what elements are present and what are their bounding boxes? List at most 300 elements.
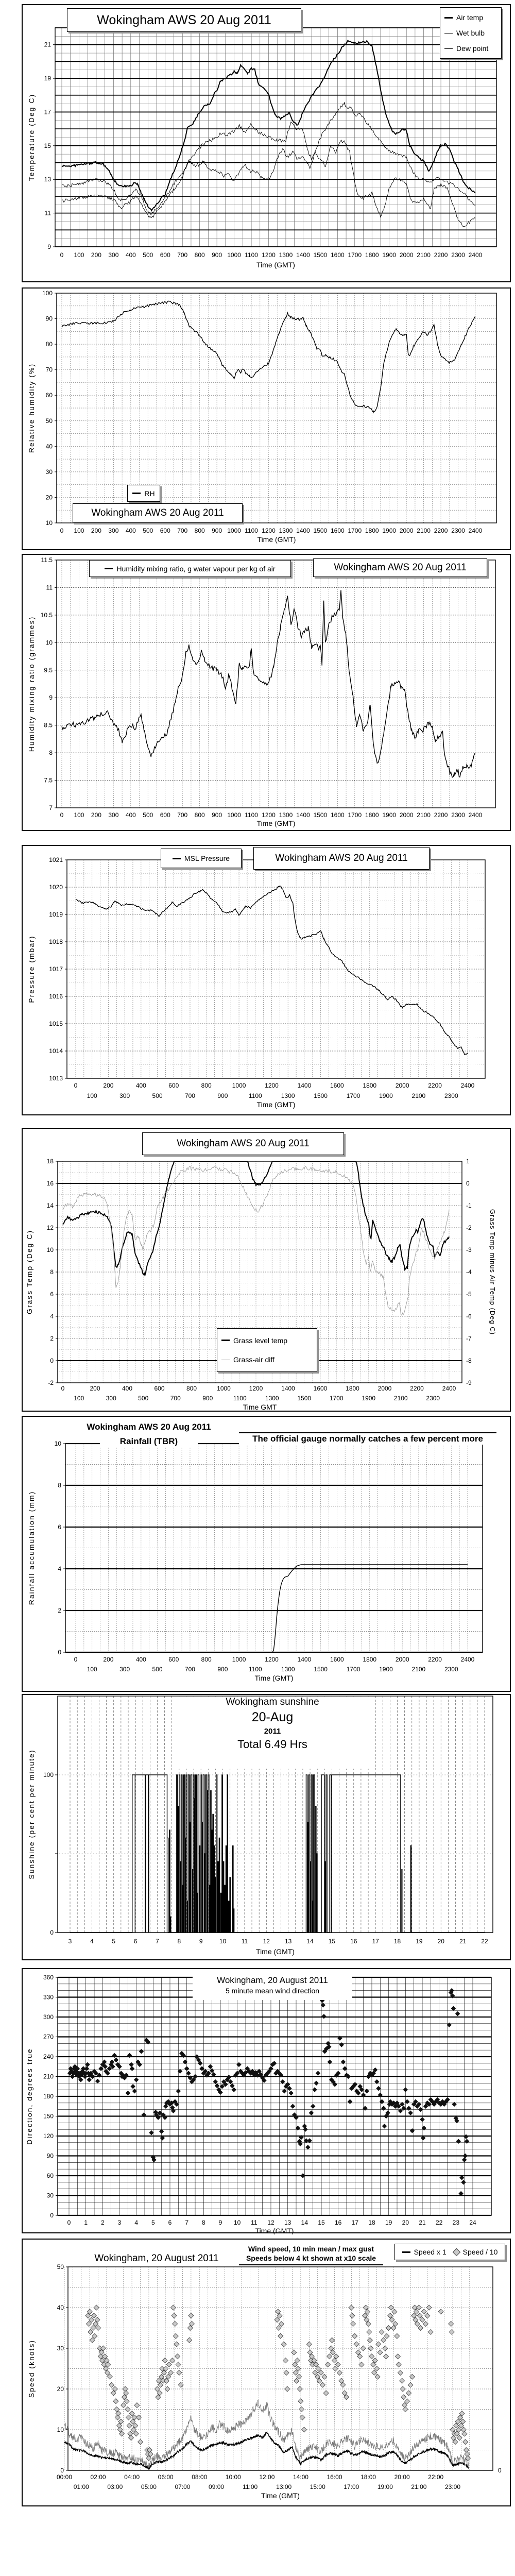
diamond-marker <box>456 2139 460 2143</box>
diamond-marker <box>465 2139 469 2143</box>
diamond-marker <box>352 2333 357 2338</box>
diamond-marker <box>333 2366 338 2371</box>
diamond-marker <box>408 2111 413 2115</box>
diamond-marker <box>170 2106 175 2110</box>
diamond-marker <box>87 2321 92 2327</box>
tick-label: 4 <box>58 1565 61 1572</box>
diamond-marker <box>170 2305 176 2310</box>
series-max-gust <box>64 2400 469 2470</box>
diamond-marker <box>404 2399 409 2404</box>
temperature-chart-svg <box>23 5 510 283</box>
diamond-marker <box>213 2080 217 2084</box>
tick-label: 10 <box>233 2219 241 2226</box>
windspeed-plot <box>27 2263 502 2500</box>
tick-label: 14 <box>301 2219 308 2226</box>
diamond-marker <box>400 2378 405 2383</box>
diamond-marker <box>428 2329 433 2334</box>
tick-label: 1600 <box>313 1385 328 1392</box>
series-10-min-mean <box>64 2432 469 2469</box>
diamond-marker <box>92 2333 97 2338</box>
tick-label: 1014 <box>49 1047 63 1055</box>
diamond-marker <box>328 2060 332 2064</box>
diamond-marker <box>447 2023 451 2027</box>
diamond-marker <box>451 2006 455 2010</box>
tick-label: 8 <box>177 1938 181 1945</box>
tick-label: 9.5 <box>44 666 53 674</box>
tick-label: 13 <box>44 176 51 183</box>
grass-temp-line-swatch-icon <box>221 1340 230 1341</box>
diamond-marker <box>418 2326 423 2331</box>
tick-label: 700 <box>177 251 188 259</box>
tick-label: 13:00 <box>276 2483 292 2490</box>
tick-label: 600 <box>168 1082 179 1089</box>
x-axis-label: Time (GMT) <box>256 261 295 269</box>
diamond-marker <box>96 2326 101 2331</box>
tick-label: 1000 <box>232 1656 246 1663</box>
tick-label: 16:00 <box>327 2473 342 2481</box>
tick-label: 900 <box>217 1092 228 1099</box>
diamond-marker <box>301 2174 305 2178</box>
rh-title: Wokingham AWS 20 Aug 2011 <box>73 503 243 523</box>
panel-wind-speed <box>22 2239 511 2506</box>
tick-label: 8 <box>58 1482 61 1489</box>
diamond-marker <box>349 2305 354 2310</box>
tick-label: -9 <box>466 1379 472 1386</box>
tick-label: 2400 <box>460 1082 475 1089</box>
tick-label: 40 <box>57 2304 64 2311</box>
tick-label: 12 <box>267 2219 274 2226</box>
tick-label: 1200 <box>262 251 276 259</box>
tick-label: 40 <box>45 443 53 450</box>
diamond-marker <box>284 2370 289 2375</box>
rain-chart-svg <box>23 1417 510 1693</box>
y-axis-label: Humidity mixing ratio (grammes) <box>27 616 36 752</box>
tick-label: 800 <box>194 811 205 819</box>
tick-label: 24 <box>469 2219 476 2226</box>
diamond-marker <box>168 2370 174 2375</box>
tick-label: 2300 <box>444 1092 458 1099</box>
diamond-marker <box>403 2407 408 2412</box>
x-axis-label: Time (GMT) <box>255 2227 294 2234</box>
tick-label: 12 <box>46 1224 54 1231</box>
tick-label: -1 <box>466 1202 472 1209</box>
diamond-marker <box>466 2455 471 2461</box>
y-axis-label: Grass Temp (Deg C) <box>25 1229 33 1315</box>
tick-label: -7 <box>466 1335 472 1342</box>
diamond-marker <box>279 2321 284 2327</box>
diamond-marker <box>367 2337 372 2343</box>
tick-label: 70 <box>45 366 53 374</box>
diamond-marker <box>309 2111 313 2115</box>
diamond-marker <box>400 2386 405 2392</box>
tick-label: 2000 <box>399 527 414 534</box>
tick-label: 6 <box>133 1938 138 1945</box>
diamond-marker <box>285 2386 290 2392</box>
diamond-marker <box>395 2354 400 2359</box>
tick-label: 200 <box>91 811 101 819</box>
diamond-marker <box>417 2313 422 2318</box>
pressure-plot <box>27 856 485 1109</box>
tick-label: 1100 <box>233 1395 247 1402</box>
diamond-marker <box>289 2091 293 2095</box>
x-axis-label: Time GMT <box>243 1403 277 1411</box>
diamond-marker <box>426 2305 432 2310</box>
diamond-marker <box>215 2083 219 2088</box>
tick-label: 1400 <box>296 811 310 819</box>
diamond-marker <box>461 2180 466 2184</box>
tick-label: 80 <box>45 341 53 348</box>
diamond-marker <box>438 2309 443 2314</box>
diamond-marker <box>294 2378 299 2383</box>
mixing-line-swatch-icon <box>105 568 113 569</box>
tick-label: 1300 <box>279 527 293 534</box>
diamond-marker <box>365 2089 369 2093</box>
winddir-title: Wokingham, 20 August 2011 <box>217 1975 328 1985</box>
tick-label: 10.5 <box>40 611 53 619</box>
tick-label: 10 <box>54 1440 61 1447</box>
tick-label: 1700 <box>348 251 362 259</box>
mixing-title: Wokingham AWS 20 Aug 2011 <box>313 558 487 577</box>
diamond-marker <box>88 2329 93 2334</box>
diamond-marker <box>159 2129 163 2133</box>
tick-label: 0 <box>58 1649 61 1656</box>
tick-label: 600 <box>160 527 170 534</box>
diamond-marker <box>363 2106 367 2110</box>
diamond-marker <box>416 2305 421 2310</box>
tick-label: 1600 <box>330 251 345 259</box>
tick-label: 18 <box>46 1158 54 1165</box>
tick-label: 7 <box>156 1938 159 1945</box>
tick-label: 2400 <box>468 527 483 534</box>
tick-label: 1500 <box>297 1395 312 1402</box>
temperature-plot <box>27 28 496 269</box>
tick-label: 1800 <box>365 251 379 259</box>
diamond-marker <box>200 2066 204 2071</box>
tick-label: 100 <box>74 1395 84 1402</box>
x-axis-label: Time (GMT) <box>256 819 296 827</box>
tick-label: 1021 <box>49 856 63 863</box>
tick-label: 1100 <box>245 811 258 819</box>
tick-label: 3 <box>68 1938 72 1945</box>
legend-item-wet-bulb: Wet bulb <box>444 29 485 37</box>
tick-label: 11:00 <box>243 2483 258 2490</box>
tick-label: 1100 <box>248 1666 262 1673</box>
diamond-marker <box>302 2124 306 2128</box>
tick-label: 1400 <box>296 251 310 259</box>
diamond-marker <box>188 2313 194 2318</box>
tick-label: 1800 <box>363 1656 377 1663</box>
tick-label: 10 <box>45 639 53 647</box>
diamond-marker <box>327 2354 332 2359</box>
tick-label: 8 <box>50 1268 54 1276</box>
diamond-marker <box>354 2342 359 2347</box>
tick-label: 1500 <box>313 527 328 534</box>
diamond-marker <box>303 2127 307 2131</box>
diamond-marker <box>402 2403 407 2408</box>
diamond-marker <box>375 2080 379 2084</box>
tick-label: 2300 <box>451 811 465 819</box>
diamond-marker <box>134 2078 138 2082</box>
tick-label: 400 <box>135 1082 146 1089</box>
diamond-marker <box>318 2370 323 2375</box>
tick-label: 90 <box>45 315 53 323</box>
tick-label: 300 <box>108 251 119 259</box>
diamond-marker <box>425 2313 430 2318</box>
tick-label: 500 <box>152 1666 163 1673</box>
tick-label: 60 <box>46 2172 54 2179</box>
windspeed-chart-svg <box>23 2240 510 2507</box>
tick-label: 10 <box>57 2426 64 2433</box>
tick-label: 1300 <box>279 811 293 819</box>
tick-label: 5 <box>112 1938 116 1945</box>
tick-label: 180 <box>43 2093 54 2100</box>
diamond-marker <box>127 2423 132 2428</box>
tick-label: 700 <box>184 1092 195 1099</box>
tick-label: 6 <box>58 1523 61 1531</box>
tick-label: 23:00 <box>444 2483 461 2490</box>
tick-label: 1020 <box>49 884 63 891</box>
tick-label: 19:00 <box>377 2483 393 2490</box>
tick-label: 0 <box>50 2212 54 2219</box>
tick-label: 2300 <box>451 527 465 534</box>
tick-label: 18 <box>393 1938 401 1945</box>
tick-label: 19 <box>416 1938 423 1945</box>
tick-label: 1016 <box>49 993 63 1000</box>
tick-label: 900 <box>212 811 222 819</box>
diamond-marker <box>91 2326 96 2331</box>
tick-label: 8.5 <box>44 721 53 729</box>
tick-label: 210 <box>43 2073 54 2080</box>
tick-label: 1015 <box>49 1020 63 1027</box>
tick-label: 1019 <box>49 911 63 918</box>
tick-label: 30 <box>57 2345 64 2352</box>
diamond-marker <box>339 2043 344 2047</box>
sunshine-title: Wokingham sunshine <box>226 1697 319 1707</box>
diamond-marker <box>90 2337 95 2343</box>
tick-label: 11 <box>251 2219 258 2226</box>
y-axis-label: Temperature (Deg C) <box>27 93 36 181</box>
tick-label: 700 <box>177 527 188 534</box>
tick-label: 1600 <box>330 1656 344 1663</box>
tick-label: 200 <box>103 1082 114 1089</box>
tick-label: 1700 <box>346 1092 360 1099</box>
tick-label: 900 <box>217 1666 228 1673</box>
tick-label: 20:00 <box>394 2473 410 2481</box>
tick-label: 22 <box>435 2219 443 2226</box>
sunshine-titles <box>172 1697 373 1769</box>
tick-label: 2100 <box>393 1395 408 1402</box>
tick-label: 04:00 <box>124 2473 140 2481</box>
diamond-marker <box>131 2084 135 2089</box>
tick-label: 1400 <box>297 1656 312 1663</box>
diamond-marker <box>386 2326 391 2331</box>
diamond-marker <box>87 2078 91 2082</box>
diamond-marker <box>463 2154 467 2158</box>
tick-label: 13 <box>284 2219 291 2226</box>
diamond-marker <box>372 2370 377 2375</box>
tick-label: 1700 <box>329 1395 344 1402</box>
tick-label: -8 <box>466 1357 472 1364</box>
tick-label: 0 <box>67 2219 71 2226</box>
diamond-marker <box>402 2106 406 2110</box>
tick-label: 9 <box>49 694 53 702</box>
y-axis-label-right: Grass Temp minus Air Temp (Deg C) <box>489 1209 496 1335</box>
rain-plot <box>27 1440 483 1682</box>
diamond-marker <box>321 2003 325 2007</box>
diamond-marker <box>394 2333 400 2338</box>
rh-legend <box>127 485 160 502</box>
tick-label: 01:00 <box>73 2483 89 2490</box>
diamond-marker <box>129 2062 133 2066</box>
legend-item-grass-air-diff: Grass-air diff <box>221 1355 274 1364</box>
windspeed-note2: Speeds below 4 kt shown at x10 scale <box>246 2254 376 2262</box>
tick-label: 0 <box>74 1656 78 1663</box>
temperature-legend <box>440 7 502 59</box>
dew-point-line-swatch-icon <box>444 48 453 49</box>
tick-label: 15 <box>44 142 51 149</box>
diamond-marker <box>367 2329 372 2334</box>
tick-label: 400 <box>125 527 136 534</box>
tick-label: 90 <box>46 2152 54 2160</box>
legend-item-air-temp: Air temp <box>444 13 483 22</box>
tick-label: 6 <box>50 1291 54 1298</box>
diamond-marker <box>164 2104 168 2108</box>
diamond-marker <box>314 2081 318 2085</box>
tick-label: 22:00 <box>428 2473 444 2481</box>
tick-label: 0 <box>61 1385 65 1392</box>
tick-label: 0 <box>60 251 64 259</box>
diamond-marker <box>292 2362 297 2367</box>
diamond-marker <box>171 2313 177 2318</box>
panel-humidity <box>22 287 511 550</box>
diamond-marker <box>115 2415 120 2420</box>
diamond-marker <box>322 2014 326 2019</box>
tick-label: 2000 <box>395 1656 409 1663</box>
tick-label: 1000 <box>217 1385 231 1392</box>
tick-label: 300 <box>119 1666 130 1673</box>
tick-label: 400 <box>125 251 136 259</box>
tick-label: 1300 <box>281 1666 295 1673</box>
tick-label: 2000 <box>399 811 414 819</box>
tick-label: 2100 <box>417 811 431 819</box>
tick-label: 2200 <box>428 1656 442 1663</box>
tick-label: 1500 <box>314 1666 328 1673</box>
tick-label: 400 <box>125 811 136 819</box>
tick-label: 20 <box>402 2219 409 2226</box>
panel-rainfall <box>22 1416 511 1692</box>
pressure-line-swatch-icon <box>173 858 181 859</box>
tick-label: 1900 <box>362 1395 376 1402</box>
tick-label: 2000 <box>399 251 414 259</box>
tick-label: 1000 <box>227 251 241 259</box>
diamond-marker <box>382 2124 386 2128</box>
diamond-marker <box>113 2399 118 2404</box>
temperature-title-text: Wokingham AWS 20 Aug 2011 <box>97 12 271 27</box>
tick-label: 100 <box>74 527 84 534</box>
tick-label: 0 <box>50 1357 54 1364</box>
tick-label: -2 <box>466 1224 472 1231</box>
tick-label: 50 <box>57 2263 64 2270</box>
tick-label: 1200 <box>265 1082 279 1089</box>
y-axis-label: Relative humidity (%) <box>27 363 36 453</box>
tick-label: 9 <box>199 1938 203 1945</box>
tick-label: 1100 <box>248 1092 262 1099</box>
diamond-marker <box>306 2145 310 2149</box>
tick-label: 30 <box>46 2192 54 2199</box>
diamond-marker <box>341 2060 345 2064</box>
tick-label: 300 <box>108 811 119 819</box>
diamond-marker <box>398 2109 402 2113</box>
tick-label: 100 <box>42 290 53 297</box>
diamond-marker <box>422 2126 426 2130</box>
diamond-marker <box>175 2354 180 2359</box>
tick-label: 500 <box>143 251 153 259</box>
diamond-marker <box>89 2317 94 2323</box>
tick-label: 100 <box>87 1092 97 1099</box>
panel-mixing-ratio <box>22 554 511 831</box>
tick-label: 10 <box>219 1938 227 1945</box>
sunshine-date: 20-Aug <box>251 1710 294 1724</box>
tick-label: 2 <box>100 2219 105 2226</box>
tick-label: 1200 <box>265 1656 279 1663</box>
tick-label: 1700 <box>348 527 362 534</box>
diamond-marker <box>108 2374 113 2379</box>
tick-label: 2200 <box>428 1082 442 1089</box>
tick-label: 500 <box>143 527 153 534</box>
tick-label: 7 <box>49 804 53 811</box>
diamond-marker <box>85 2062 90 2066</box>
tick-label: 150 <box>43 2112 54 2120</box>
diamond-marker <box>187 2337 192 2343</box>
tick-label: 2300 <box>444 1666 458 1673</box>
tick-label: 1400 <box>281 1385 295 1392</box>
diamond-marker <box>410 2129 414 2133</box>
diamond-marker <box>166 2362 171 2367</box>
tick-label: 10:00 <box>225 2473 241 2481</box>
tick-label: 14 <box>306 1938 314 1945</box>
diamond-marker <box>407 2106 411 2110</box>
rain-subtitle: Rainfall (TBR) <box>100 1435 198 1448</box>
tick-label: 19 <box>44 75 51 82</box>
tick-label: 500 <box>152 1092 163 1099</box>
tick-label: 11.5 <box>41 556 53 564</box>
tick-label: 100 <box>74 811 84 819</box>
tick-label: 300 <box>106 1395 116 1402</box>
diamond-marker <box>70 2074 74 2078</box>
diamond-marker <box>420 2117 424 2122</box>
tick-label: 1200 <box>262 527 276 534</box>
diamond-marker <box>323 2391 329 2396</box>
tick-label: 6 <box>168 2219 172 2226</box>
tick-label: 10 <box>46 1246 54 1253</box>
diamond-marker <box>176 2089 180 2093</box>
tick-label: 1200 <box>249 1385 263 1392</box>
tick-label: 1018 <box>49 938 63 945</box>
diamond-marker <box>326 2041 330 2045</box>
mixing-chart-svg <box>23 555 510 832</box>
tick-label: 400 <box>122 1385 133 1392</box>
tick-label: 700 <box>184 1666 195 1673</box>
diamond-marker <box>408 2382 413 2387</box>
diamond-marker <box>281 2080 285 2084</box>
winddir-subtitle: 5 minute mean wind direction <box>225 1987 320 1995</box>
y-axis-label: Rainfall accumulation (mm) <box>27 1490 36 1605</box>
winddir-titles <box>193 1970 352 2000</box>
diamond-marker <box>208 2064 212 2069</box>
tick-label: 900 <box>202 1395 213 1402</box>
tick-label: 7 <box>185 2219 189 2226</box>
diamond-marker <box>335 2362 340 2367</box>
